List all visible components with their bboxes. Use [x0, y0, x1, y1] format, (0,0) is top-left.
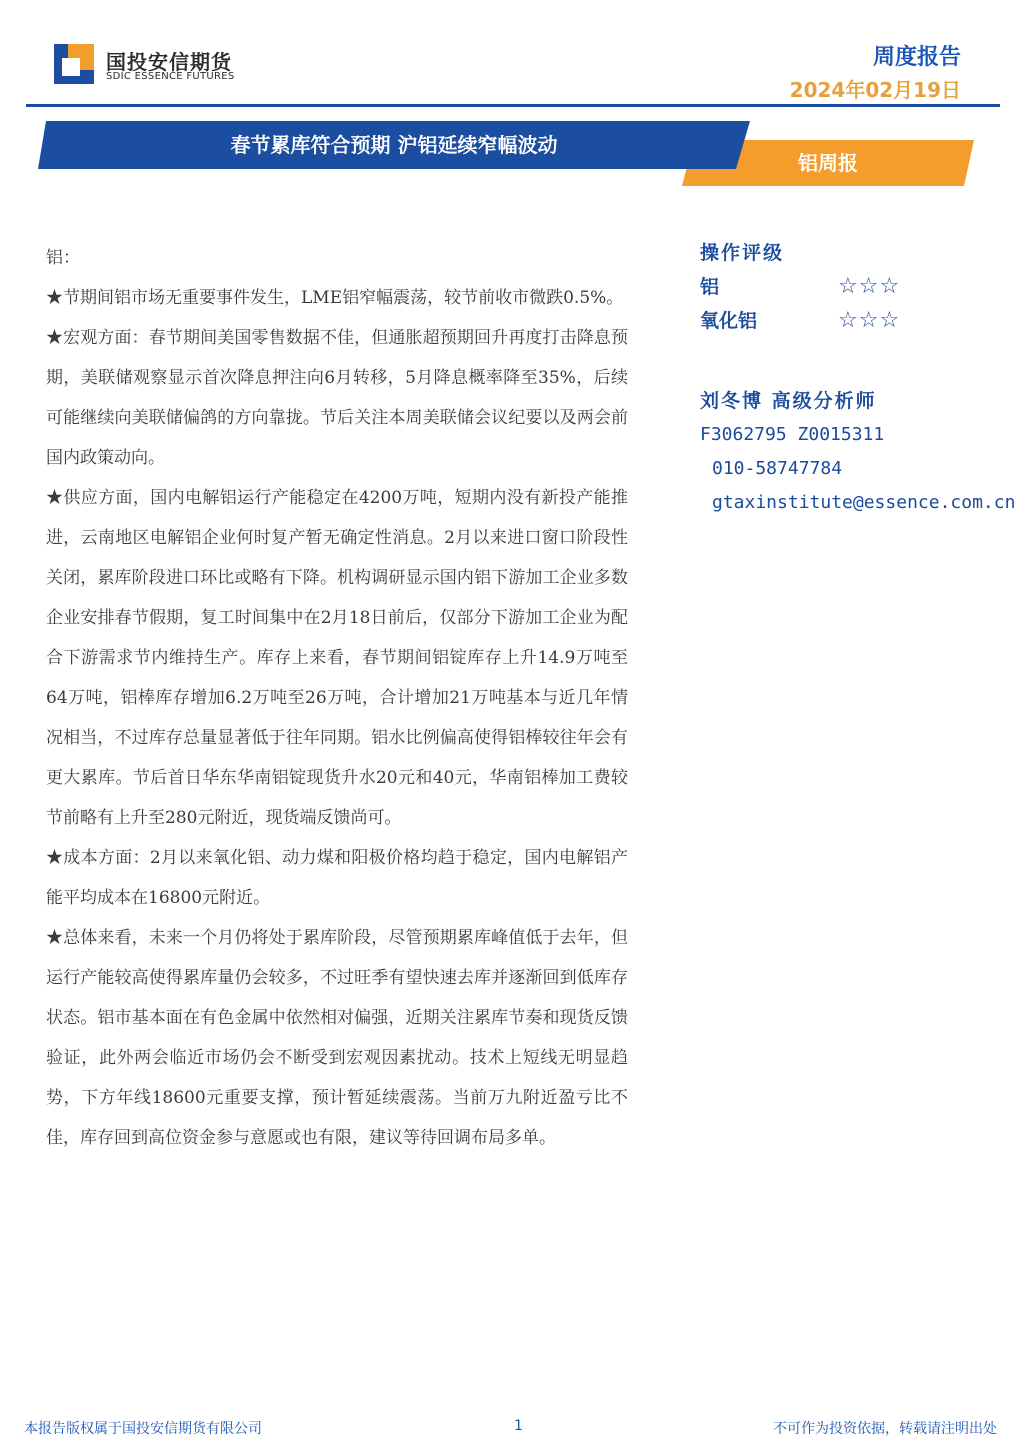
sidebar	[700, 236, 1020, 520]
page-number: 1	[514, 1418, 523, 1434]
analyst-phone: 010-58747784	[712, 458, 843, 479]
analyst-email[interactable]: gtaxinstitute@essence.com.cn	[712, 492, 1016, 513]
body-paragraph: ★供应方面，国内电解铝运行产能稳定在4200万吨，短期内没有新投产能推进，云南地区电解铝企业何时复产暂无确定性消息。2月以来进口窗口阶段性关闭，累库阶段进口环比或略有下降。机构调研显示国内铝下游加工企业多数企业安排春节假期，复工时间集中在2月18日前后，仅部分下游加工企业为配合下游需求节内维持生产。库存上来看，春节期间铝锭库存上升14.9万吨至64万吨，铝棒库存增加6.2万吨至26万吨，合计增加21万吨基本与近几年情况相当，不过库存总量显著低于往年同期。铝水比例偏高使得铝棒较往年会有更大累库。节后首日华东华南铝锭现货升水20元和40元，华南铝棒加工费较节前略有上升至280元附近，现货端反馈尚可。	[46, 488, 628, 828]
rating-row-aluminum	[700, 270, 1020, 304]
rating-stars-icon: ☆☆☆	[838, 308, 901, 333]
rating-label: 铝	[700, 276, 720, 298]
report-title: 春节累库符合预期 沪铝延续窄幅波动	[230, 133, 558, 157]
logo-mark-icon	[54, 44, 94, 84]
report-date: 2024年02月19日	[789, 78, 961, 102]
body-paragraph: ★节期间铝市场无重要事件发生，LME铝窄幅震荡，较节前收市微跌0.5%。	[46, 288, 624, 308]
rating-label: 氧化铝	[700, 310, 758, 332]
body-paragraph: 铝：	[46, 248, 80, 268]
body-paragraph: ★总体来看，未来一个月仍将处于累库阶段，尽管预期累库峰值低于去年，但运行产能较高使得累库量仍会较多，不过旺季有望快速去库并逐渐回到低库存状态。铝市基本面在有色金属中依然相对偏强，近期关注累库节奏和现货反馈验证，此外两会临近市场仍会不断受到宏观因素扰动。技术上短线无明显趋势，下方年线18600元重要支撑，预计暂延续震荡。当前万九附近盈亏比不佳，库存回到高位资金参与意愿或也有限，建议等待回调布局多单。	[46, 928, 628, 1148]
rating-stars-icon: ☆☆☆	[838, 274, 901, 299]
rating-row-alumina	[700, 304, 1020, 338]
company-logo	[54, 40, 244, 88]
analyst-licenses: F3062795 Z0015311	[700, 424, 885, 445]
logo-chinese-name: 国投安信期货	[106, 50, 232, 74]
body-paragraph: ★宏观方面：春节期间美国零售数据不佳，但通胀超预期回升再度打击降息预期，美联储观察显示首次降息押注向6月转移，5月降息概率降至35%，后续可能继续向美联储偏鸽的方向靠拢。节后关注本周美联储会议纪要以及两会前国内政策动向。	[46, 328, 628, 468]
report-tag: 铝周报	[798, 151, 858, 175]
body-paragraph: ★成本方面：2月以来氧化铝、动力煤和阳极价格均趋于稳定，国内电解铝产能平均成本在16800元附近。	[46, 848, 628, 908]
logo-english-name: SDIC ESSENCE FUTURES	[106, 71, 235, 82]
header-divider	[26, 104, 1000, 107]
report-type: 周度报告	[872, 45, 961, 70]
analyst-name: 刘冬博 高级分析师	[700, 390, 877, 412]
rating-heading: 操作评级	[700, 242, 785, 264]
report-body	[46, 238, 628, 1158]
footer-copyright: 本报告版权属于国投安信期货有限公司	[24, 1421, 262, 1437]
footer-disclaimer: 不可作为投资依据，转载请注明出处	[773, 1421, 997, 1437]
